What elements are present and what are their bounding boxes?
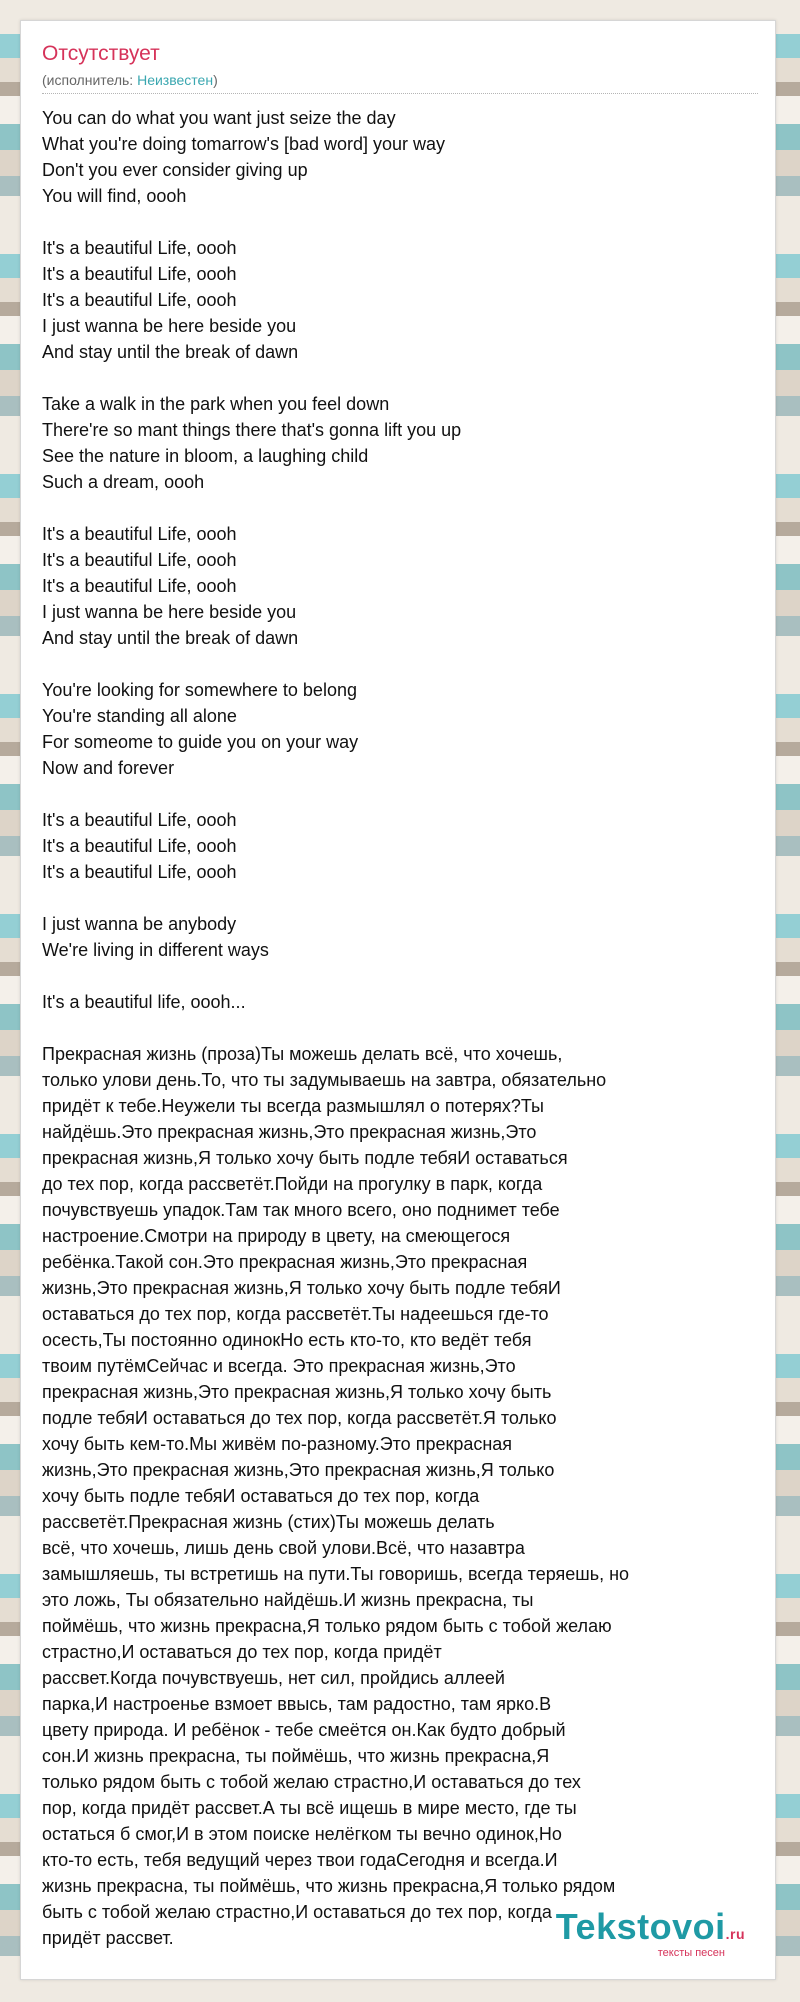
lyric-line: It's a beautiful Life, oooh — [42, 550, 237, 570]
lyrics-body — [42, 105, 754, 1951]
translation-line: пор, когда придёт рассвет.А ты всё ищешь в мире место, где ты — [42, 1798, 577, 1818]
logo-tld: .ru — [725, 1926, 745, 1942]
song-title: Отсутствует — [42, 42, 160, 65]
lyric-line: And stay until the break of dawn — [42, 342, 299, 362]
logo-tagline: тексты песен — [657, 1947, 725, 1959]
lyric-line: See the nature in bloom, a laughing child — [42, 446, 369, 466]
translation-line: это ложь, Ты обязательно найдёшь.И жизнь прекрасна, ты — [42, 1590, 534, 1610]
site-logo[interactable] — [555, 1906, 745, 1959]
translation-line: быть с тобой желаю страстно,И оставаться до тех пор, когда — [42, 1902, 552, 1922]
lyric-line: You're standing all alone — [42, 706, 237, 726]
artist-line — [42, 73, 218, 87]
translation-line: жизнь прекрасна, ты поймёшь, что жизнь прекрасна,Я только рядом — [42, 1876, 616, 1896]
stanza — [42, 807, 754, 885]
lyric-line: It's a beautiful life, oooh... — [42, 992, 246, 1012]
logo-name: Tekstovoi — [555, 1906, 726, 1947]
translation-line: рассвет.Когда почувствуешь, нет сил, пройдись аллеей — [42, 1668, 505, 1688]
artist-prefix: (исполнитель: — [42, 72, 138, 88]
translation-line: прекрасная жизнь,Это прекрасная жизнь,Я только хочу быть — [42, 1382, 552, 1402]
stanza — [42, 235, 754, 365]
lyric-line: You're looking for somewhere to belong — [42, 680, 357, 700]
lyric-line: I just wanna be here beside you — [42, 602, 297, 622]
lyric-line: It's a beautiful Life, oooh — [42, 238, 237, 258]
translation-line: страстно,И оставаться до тех пор, когда придёт — [42, 1642, 442, 1662]
original-lyrics — [42, 105, 754, 1015]
translation-line: поймёшь, что жизнь прекрасна,Я только рядом быть с тобой желаю — [42, 1616, 612, 1636]
lyric-line: We're living in different ways — [42, 940, 269, 960]
translation-line: только улови день.То, что ты задумываешь на завтра, обязательно — [42, 1070, 607, 1090]
logo-wordmark — [555, 1906, 745, 1947]
stanza — [42, 521, 754, 651]
translation-line: твоим путёмСейчас и всегда. Это прекрасная жизнь,Это — [42, 1356, 516, 1376]
translation-line: хочу быть подле тебяИ оставаться до тех пор, когда — [42, 1486, 480, 1506]
translation-line: оставаться до тех пор, когда рассветёт.Ты надеешься где-то — [42, 1304, 549, 1324]
translation-line: хочу быть кем-то.Мы живём по-разному.Это прекрасная — [42, 1434, 513, 1454]
lyric-line: Don't you ever consider giving up — [42, 160, 308, 180]
lyric-line: You can do what you want just seize the day — [42, 108, 396, 128]
lyric-line: It's a beautiful Life, oooh — [42, 290, 237, 310]
translation-line: только рядом быть с тобой желаю страстно,И оставаться до тех — [42, 1772, 581, 1792]
lyric-line: Now and forever — [42, 758, 175, 778]
translation-line: придёт к тебе.Неужели ты всегда размышлял о потерях?Ты — [42, 1096, 544, 1116]
lyric-line: And stay until the break of dawn — [42, 628, 299, 648]
stanza — [42, 677, 754, 781]
lyric-line: Such a dream, oooh — [42, 472, 205, 492]
lyric-line: What you're doing tomarrow's [bad word] your way — [42, 134, 446, 154]
translation-line: найдёшь.Это прекрасная жизнь,Это прекрасная жизнь,Это — [42, 1122, 537, 1142]
lyric-line: I just wanna be anybody — [42, 914, 237, 934]
lyric-line: I just wanna be here beside you — [42, 316, 297, 336]
translation-text — [42, 1041, 754, 1951]
lyric-line: Take a walk in the park when you feel down — [42, 394, 390, 414]
lyric-line: It's a beautiful Life, oooh — [42, 576, 237, 596]
translation-line: подле тебяИ оставаться до тех пор, когда рассветёт.Я только — [42, 1408, 557, 1428]
translation-line: рассветёт.Прекрасная жизнь (стих)Ты можешь делать — [42, 1512, 495, 1532]
artist-suffix: ) — [213, 72, 218, 88]
lyric-line: It's a beautiful Life, oooh — [42, 810, 237, 830]
translation-line: осесть,Ты постоянно одинокНо есть кто-то, кто ведёт тебя — [42, 1330, 532, 1350]
translation-line: придёт рассвет. — [42, 1928, 174, 1948]
translation-line: до тех пор, когда рассветёт.Пойди на прогулку в парк, когда — [42, 1174, 543, 1194]
translation-line: парка,И настроенье взмоет ввысь, там радостно, там ярко.В — [42, 1694, 552, 1714]
title-divider — [42, 93, 758, 94]
translation-line: замышляешь, ты встретишь на пути.Ты говоришь, всегда теряешь, но — [42, 1564, 630, 1584]
translation-line: настроение.Смотри на природу в цвету, на смеющегося — [42, 1226, 511, 1246]
translation-line: жизнь,Это прекрасная жизнь,Я только хочу быть подле тебяИ — [42, 1278, 561, 1298]
lyric-line: You will find, oooh — [42, 186, 187, 206]
lyric-line: For someome to guide you on your way — [42, 732, 359, 752]
translation-line: кто-то есть, тебя ведущий через твои годаСегодня и всегда.И — [42, 1850, 558, 1870]
stanza — [42, 105, 754, 209]
stanza — [42, 391, 754, 495]
translation-line: всё, что хочешь, лишь день свой улови.Всё, что назавтра — [42, 1538, 525, 1558]
translation-line: прекрасная жизнь,Я только хочу быть подле тебяИ оставаться — [42, 1148, 568, 1168]
lyric-line: It's a beautiful Life, oooh — [42, 524, 237, 544]
translation-line: Прекрасная жизнь (проза)Ты можешь делать всё, что хочешь, — [42, 1044, 563, 1064]
stanza — [42, 911, 754, 963]
lyrics-card — [20, 20, 776, 1980]
translation-line: сон.И жизнь прекрасна, ты поймёшь, что жизнь прекрасна,Я — [42, 1746, 550, 1766]
translation-line: почувствуешь упадок.Там так много всего, оно поднимет тебе — [42, 1200, 560, 1220]
translation-line: цвету природа. И ребёнок - тебе смеётся он.Как будто добрый — [42, 1720, 566, 1740]
artist-link[interactable]: Неизвестен — [137, 72, 214, 88]
lyric-line: It's a beautiful Life, oooh — [42, 264, 237, 284]
translation-line: ребёнка.Такой сон.Это прекрасная жизнь,Это прекрасная — [42, 1252, 528, 1272]
translation-line: жизнь,Это прекрасная жизнь,Это прекрасная жизнь,Я только — [42, 1460, 555, 1480]
lyric-line: It's a beautiful Life, oooh — [42, 836, 237, 856]
translation-line: остаться б смог,И в этом поиске нелёгком ты вечно одинок,Но — [42, 1824, 562, 1844]
stanza — [42, 989, 754, 1015]
lyric-line: It's a beautiful Life, oooh — [42, 862, 237, 882]
lyric-line: There're so mant things there that's gonna lift you up — [42, 420, 462, 440]
